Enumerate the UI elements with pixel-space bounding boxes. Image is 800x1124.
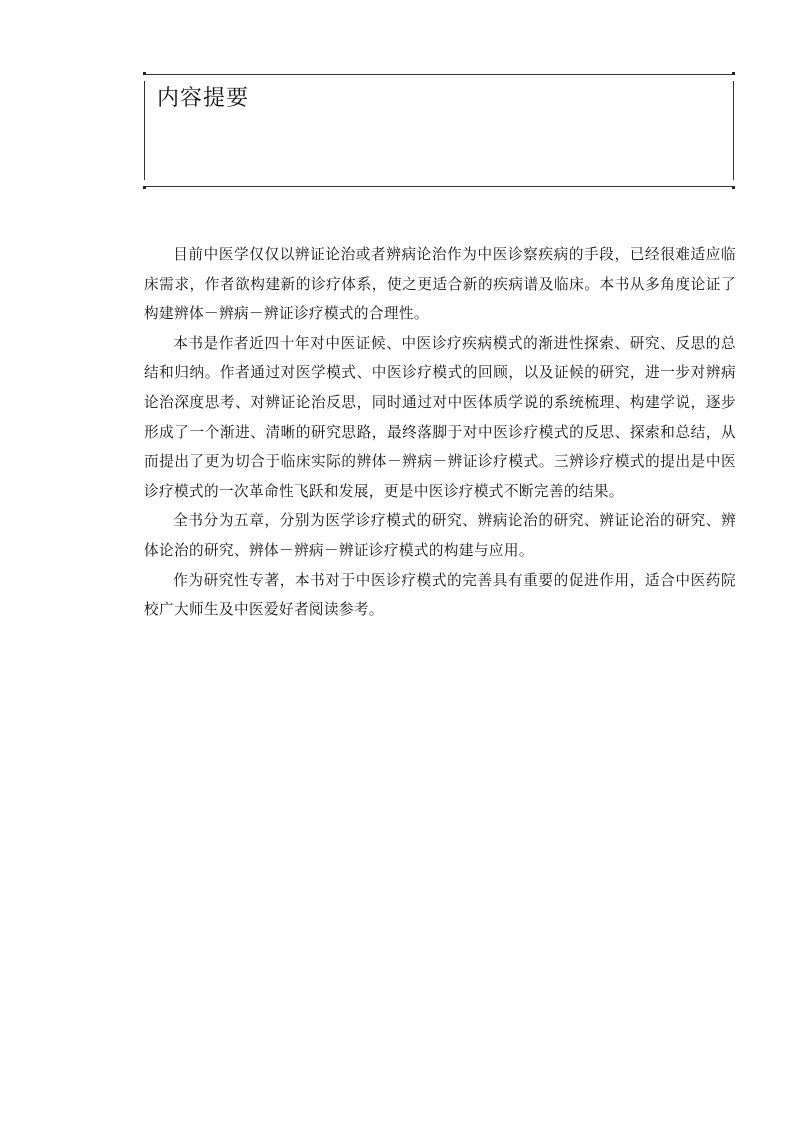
frame-corner-mark bbox=[732, 186, 735, 189]
paragraph-3: 全书分为五章，分别为医学诊疗模式的研究、辨病论治的研究、辨证论治的研究、辨体论治的研究、辨体－辨病－辨证诊疗模式的构建与应用。 bbox=[144, 512, 736, 559]
page-title: 内容提要 bbox=[157, 86, 250, 111]
paragraph-4: 作为研究性专著，本书对于中医诊疗模式的完善具有重要的促进作用，适合中医药院校广大师生及中医爱好者阅读参考。 bbox=[144, 571, 736, 619]
frame-corner-mark bbox=[143, 72, 146, 75]
frame-right-rule bbox=[733, 81, 734, 180]
frame-corner-mark bbox=[143, 186, 146, 189]
paragraph-2: 本书是作者近四十年对中医证候、中医诊疗疾病模式的渐进性探索、研究、反思的总结和归纳。作者通过对医学模式、中医诊疗模式的回顾，以及证候的研究，进一步对辨病论治深度思考、对辨证论治反思，同时通过对中医体质学说的系统梳理、构建学说，逐步形成了一个渐进、清晰的研究思路，最终落脚于对中医诊疗模式的反思、探索和总结，从而提出了更为切合于临床实际的辨体－辨病－辨证诊疗模式。三辨诊疗模式的提出是中医诊疗模式的一次革命性飞跃和发展，更是中医诊疗模式不断完善的结果。 bbox=[144, 334, 736, 500]
title-frame bbox=[144, 74, 734, 187]
summary-body bbox=[144, 240, 736, 625]
frame-corner-mark bbox=[732, 72, 735, 75]
paragraph-1: 目前中医学仅仅以辨证论治或者辨病论治作为中医诊察疾病的手段，已经很难适应临床需求，作者欲构建新的诊疗体系，使之更适合新的疾病谱及临床。本书从多角度论证了构建辨体－辨病－辨证诊疗模式的合理性。 bbox=[144, 246, 736, 323]
frame-left-rule bbox=[144, 81, 145, 180]
